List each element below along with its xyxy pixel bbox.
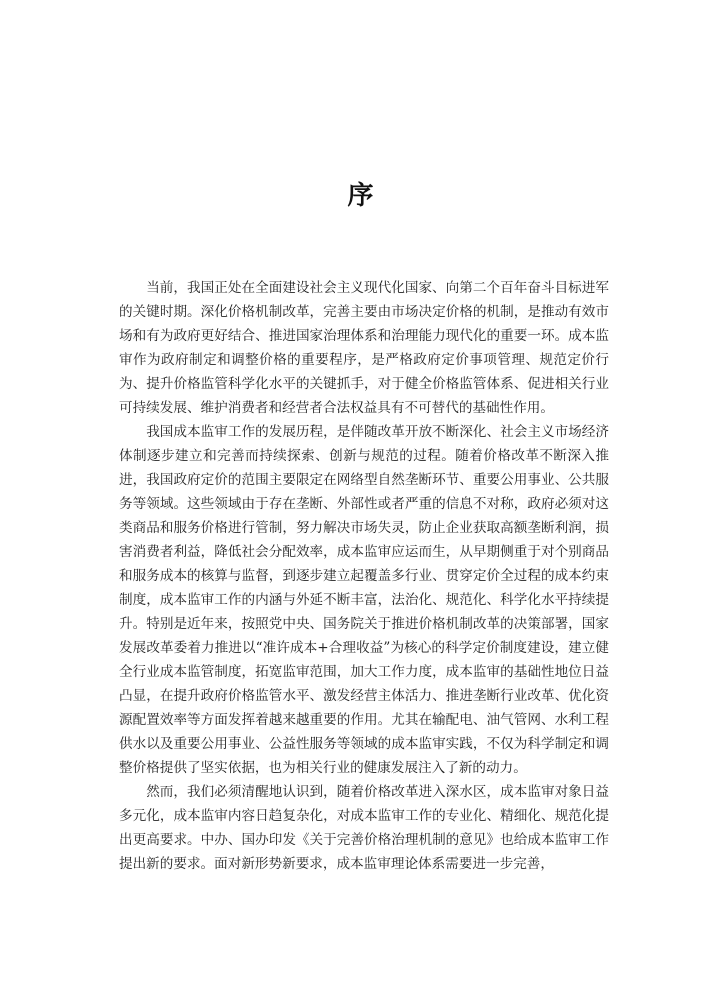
paragraph: 然而，我们必须清醒地认识到，随着价格改革进入深水区，成本监审对象日益多元化，成本监审内容日趋复杂化，对成本监审工作的专业化、精细化、规范化提出更高要求。中办、国办印发《关于完善价格治理机制的意见》也给成本监审工作提出新的要求。面对新形势新要求，成本监审理论体系需要进一步完善， <box>119 784 609 872</box>
paragraph: 当前，我国正处在全面建设社会主义现代化国家、向第二个百年奋斗目标进军的关键时期。深化价格机制改革，完善主要由市场决定价格的机制，是推动有效市场和有为政府更好结合、推进国家治理体系和治理能力现代化的重要一环。成本监审作为政府制定和调整价格的重要程序，是严格政府定价事项管理、规范定价行为、提升价格监管科学化水平的关键抓手，对于健全价格监管体系、促进相关行业可持续发展、维护消费者和经营者合法权益具有不可替代的基础性作用。 <box>119 280 609 416</box>
body-text <box>119 276 609 876</box>
paragraph: 我国成本监审工作的发展历程，是伴随改革开放不断深化、社会主义市场经济体制逐步建立和完善而持续探索、创新与规范的过程。随着价格改革不断深入推进，我国政府定价的范围主要限定在网络型自然垄断环节、重要公用事业、公共服务等领域。这些领域由于存在垄断、外部性或者严重的信息不对称，政府必须对这类商品和服务价格进行管制，努力解决市场失灵，防止企业获取高额垄断利润，损害消费者利益，降低社会分配效率，成本监审应运而生，从早期侧重于对个别商品和服务成本的核算与监督，到逐步建立起覆盖多行业、贯穿定价全过程的成本约束制度，成本监审工作的内涵与外延不断丰富，法治化、规范化、科学化水平持续提升。特别是近年来，按照党中央、国务院关于推进价格机制改革的决策部署，国家发展改革委着力推进以“准许成本+合理收益”为核心的科学定价制度建设，建立健全行业成本监管制度，拓宽监审范围，加大工作力度，成本监审的基础性地位日益凸显，在提升政府价格监管水平、激发经营主体活力、推进垄断行业改革、优化资源配置效率等方面发挥着越来越重要的作用。尤其在输配电、油气管网、水利工程供水以及重要公用事业、公益性服务等领域的成本监审实践，不仅为科学制定和调整价格提供了坚实依据，也为相关行业的健康发展注入了新的动力。 <box>119 424 609 776</box>
page-title: 序 <box>347 181 374 211</box>
